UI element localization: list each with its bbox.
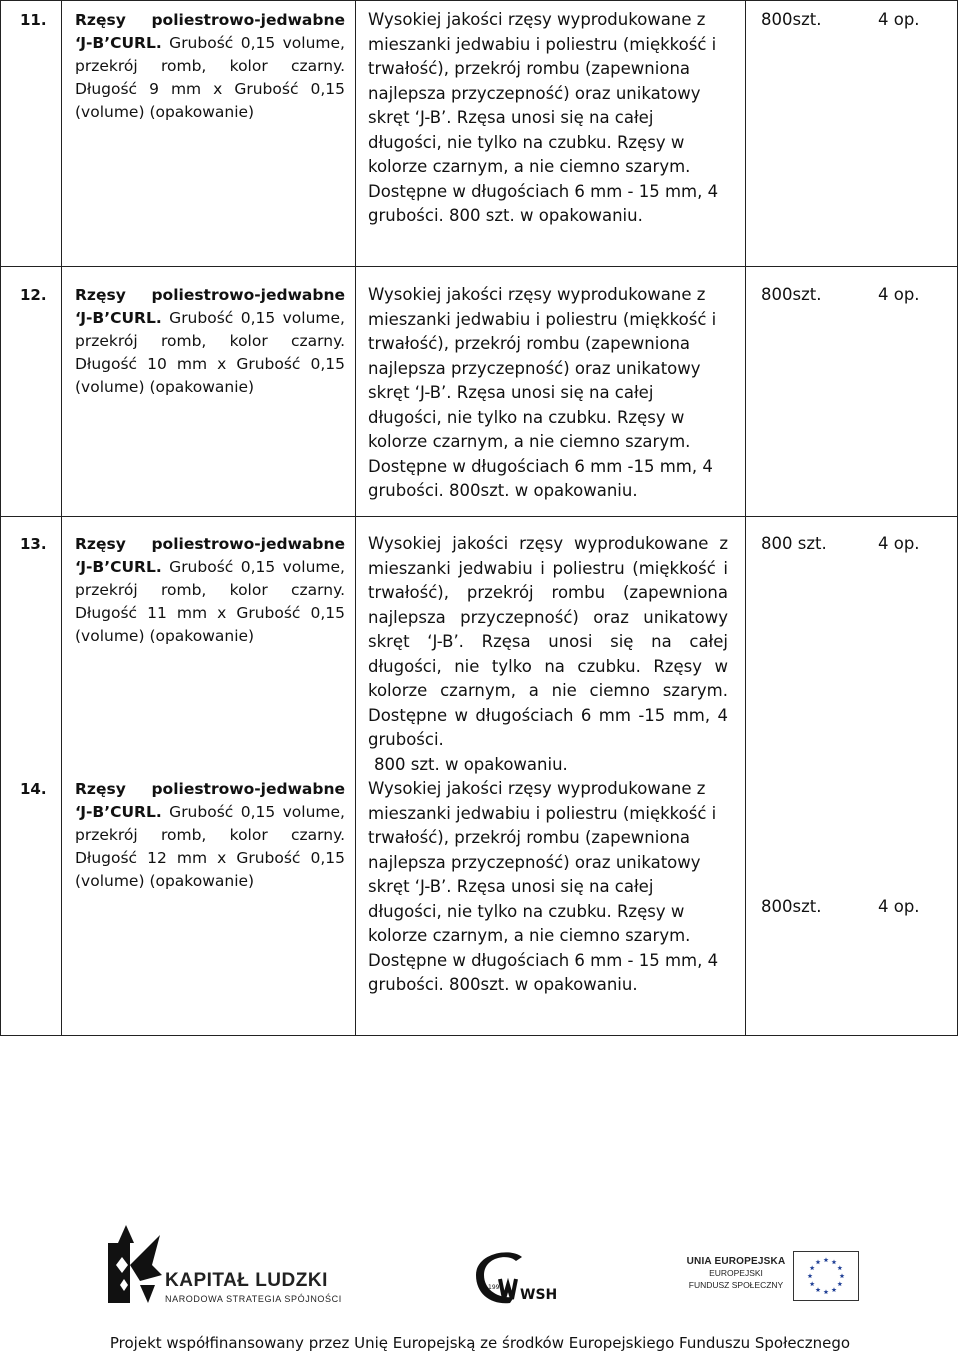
quantity: 800szt. xyxy=(761,10,822,29)
package-count: 4 op. xyxy=(878,10,920,29)
eu-line3: FUNDUSZ SPOŁECZNY xyxy=(688,1280,784,1290)
product-name-rest: Grubość 0,15 volume, przekrój romb, kolor czarny. Długość 12 mm x Grubość 0,15 (volume) (opakowanie) xyxy=(75,803,345,890)
footer-cofinancing-note: Projekt współfinansowany przez Unię Europejską ze środków Europejskiego Funduszu Społecznego xyxy=(109,1334,851,1352)
product-description-text: Wysokiej jakości rzęsy wyprodukowane z mieszanki jedwabiu i poliestru (miękkość i trwałość), przekrój rombu (zapewniona najlepsza przyczepność) oraz unikatowy skręt ‘J-B’. Rzęsa unosi się na całej długości, nie tylko na czubku. Rzęsy w kolorze czarnym, a nie ciemno szarym. Dostępne w długościach 6 mm -15 mm, 4 grubości. xyxy=(368,534,728,749)
row-number: 12. xyxy=(20,286,47,304)
kapital-ludzki-star-icon xyxy=(100,1225,350,1305)
row-number: 11. xyxy=(20,11,47,29)
product-description: Wysokiej jakości rzęsy wyprodukowane z mieszanki jedwabiu i poliestru (miękkość i trwałość), przekrój rombu (zapewniona najlepsza przyczepność) oraz unikatowy skręt ‘J-B’. Rzęsa unosi się na całej długości, nie tylko na czubku. Rzęsy w kolorze czarnym, a nie ciemno szarym. Dostępne w długościach 6 mm - 15 mm, 4 grubości. 800 szt. w opakowaniu. xyxy=(368,10,719,225)
quantity: 800szt. xyxy=(761,897,822,916)
column-divider xyxy=(745,0,746,1036)
product-name-bold: Rzęsy poliestrowo-jedwabne ‘J-B’CURL. xyxy=(75,535,345,576)
row-number: 14. xyxy=(20,780,47,798)
row-divider xyxy=(0,0,958,1)
eu-line1: UNIA EUROPEJSKA xyxy=(686,1256,786,1267)
product-name-rest: Grubość 0,15 volume, przekrój romb, kolor czarny. Długość 9 mm x Grubość 0,15 (volume) (opakowanie) xyxy=(75,34,345,121)
product-name xyxy=(75,9,345,124)
table-border-left xyxy=(0,0,1,1036)
wsh-logo-icon xyxy=(470,1245,560,1307)
product-name-bold: Rzęsy poliestrowo-jedwabne ‘J-B’CURL. xyxy=(75,286,345,327)
row-divider xyxy=(0,266,958,267)
kapital-ludzki-title: KAPITAŁ LUDZKI xyxy=(165,1270,328,1291)
row-divider xyxy=(0,1035,958,1036)
row-number: 13. xyxy=(20,535,47,553)
wsh-year: 1991 xyxy=(488,1284,504,1291)
product-description: Wysokiej jakości rzęsy wyprodukowane z mieszanki jedwabiu i poliestru (miękkość i trwałość), przekrój rombu (zapewniona najlepsza przyczepność) oraz unikatowy skręt ‘J-B’. Rzęsa unosi się na całej długości, nie tylko na czubku. Rzęsy w kolorze czarnym, a nie ciemno szarym. Dostępne w długościach 6 mm - 15 mm, 4 grubości. 800szt. w opakowaniu. xyxy=(368,779,719,994)
product-description xyxy=(368,532,728,777)
product-name-rest: Grubość 0,15 volume, przekrój romb, kolor czarny. Długość 10 mm x Grubość 0,15 (volume) (opakowanie) xyxy=(75,309,345,396)
product-name xyxy=(75,533,345,648)
product-name-bold: Rzęsy poliestrowo-jedwabne ‘J-B’CURL. xyxy=(75,11,345,52)
column-divider xyxy=(61,0,62,1036)
footer-logos xyxy=(0,1215,960,1320)
quantity: 800szt. xyxy=(761,285,822,304)
product-description: Wysokiej jakości rzęsy wyprodukowane z mieszanki jedwabiu i poliestru (miękkość i trwałość), przekrój rombu (zapewniona najlepsza przyczepność) oraz unikatowy skręt ‘J-B’. Rzęsa unosi się na całej długości, nie tylko na czubku. Rzęsy w kolorze czarnym, a nie ciemno szarym. Dostępne w długościach 6 mm -15 mm, 4 grubości. 800szt. w opakowaniu. xyxy=(368,285,717,500)
package-count: 4 op. xyxy=(878,897,920,916)
product-name xyxy=(75,284,345,399)
row-divider xyxy=(0,516,958,517)
eu-caption xyxy=(686,1256,786,1291)
product-name-rest: Grubość 0,15 volume, przekrój romb, kolor czarny. Długość 11 mm x Grubość 0,15 (volume) (opakowanie) xyxy=(75,558,345,645)
package-count: 4 op. xyxy=(878,534,920,553)
table-border-right xyxy=(957,0,958,1036)
product-name-bold: Rzęsy poliestrowo-jedwabne ‘J-B’CURL. xyxy=(75,780,345,821)
kapital-ludzki-subtitle: NARODOWA STRATEGIA SPÓJNOŚCI xyxy=(165,1294,342,1304)
eu-flag-icon xyxy=(793,1251,859,1301)
wsh-logo-text: WSH xyxy=(520,1287,558,1303)
column-divider xyxy=(355,0,356,1036)
product-name xyxy=(75,778,345,893)
eu-line2: EUROPEJSKI xyxy=(709,1268,763,1278)
package-count: 4 op. xyxy=(878,285,920,304)
quantity: 800 szt. xyxy=(761,534,827,553)
product-description-tail: 800 szt. w opakowaniu. xyxy=(374,754,568,774)
